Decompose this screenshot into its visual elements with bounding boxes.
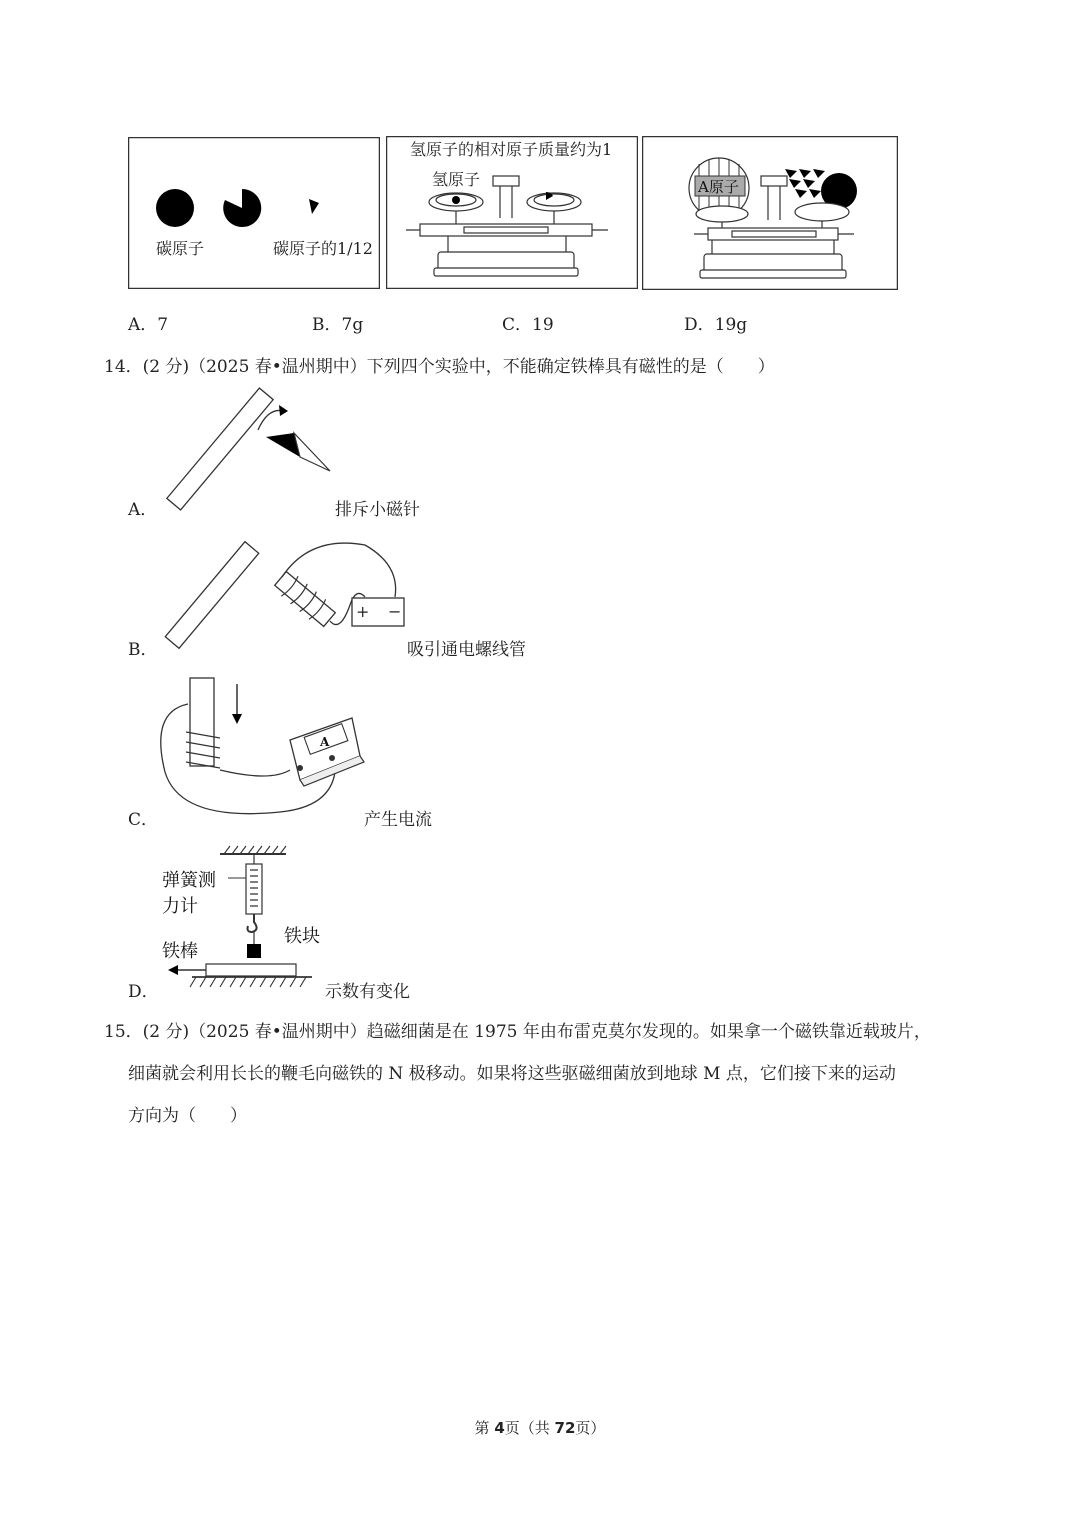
footer-mid: 页（共 [504,1419,555,1437]
hydrogen-atom-dot [452,196,460,204]
q14-option-c-caption: 产生电流 [364,810,432,830]
q13-panel-carbon [128,137,380,289]
q14-fig-c [160,672,370,822]
q13-option-a-text: 7 [157,315,169,335]
carbon-twelfth-label: 碳原子的1/12 [273,239,373,258]
q14-fig-d [160,840,322,995]
battery-plus: + [356,602,370,621]
q14-option-d-caption: 示数有变化 [325,982,410,1002]
solenoid [272,568,338,629]
q14-option-d-letter: D． [128,982,159,1002]
q13-option-b [312,310,363,335]
spring-scale-icon [246,854,262,944]
iron-rod-b [165,542,258,649]
q13-option-a-letter: A． [128,315,158,335]
footer-page-number: 4 [494,1419,505,1437]
q13-option-b-letter: B． [312,315,342,335]
q13-option-d [684,310,747,335]
ground-hatch [190,977,312,987]
q14-option-b-caption: 吸引通电螺线管 [407,640,526,660]
q14-option-b-letter: B． [128,640,158,660]
footer-total-pages: 72 [554,1419,576,1437]
ceiling-hatch [220,846,286,854]
q15-line-1: 15．(2 分)（2025 春•温州期中）趋磁细菌是在 1975 年由布雷克莫尔发现的。如果拿一个磁铁靠近载玻片， [104,1022,931,1042]
q13-option-a [128,310,168,335]
page-footer [0,1417,1080,1438]
carbon-atom-circle [156,189,194,227]
iron-block-label: 铁块 [284,926,320,947]
ammeter-letter: A [320,735,330,749]
a-atom-label: A原子 [698,178,739,196]
iron-rod [167,388,273,510]
ammeter-icon [290,718,364,786]
hydrogen-label: 氢原子 [432,170,481,189]
iron-rod-d [206,964,296,976]
q15-line-3: 方向为（ ） [128,1106,247,1126]
q14-fig-b [160,535,410,655]
q15-line-2: 细菌就会利用长长的鞭毛向磁铁的 N 极移动。如果将这些驱磁细菌放到地球 M 点，它们接下来的运动 [128,1064,896,1084]
q13-option-d-text: 19g [714,315,748,335]
footer-post: 页） [575,1419,606,1437]
iron-rod-label: 铁棒 [162,941,198,962]
q14-option-c-letter: C． [128,810,159,830]
footer-pre: 第 [474,1419,495,1437]
q13-panel-a-atom [642,136,898,290]
q13-option-b-text: 7g [341,315,364,335]
carbon-label: 碳原子 [156,239,205,258]
spring-scale-label-2: 力计 [162,896,198,917]
battery-icon [352,598,404,626]
spring-scale-label-1: 弹簧测 [162,870,216,891]
iron-block-icon [247,944,261,958]
q14-fig-a [160,385,340,513]
q13-option-c-letter: C． [502,315,533,335]
q13-option-d-letter: D． [684,315,715,335]
q13-option-c-text: 19 [532,315,554,335]
q14-option-a-caption: 排斥小磁针 [335,500,420,520]
battery-minus: − [388,602,402,621]
compass-needle-icon [266,433,330,471]
q14-option-a-letter: A． [128,500,158,520]
q14-stem: 14．(2 分)（2025 春•温州期中）下列四个实验中，不能确定铁棒具有磁性的是（ ） [104,357,775,377]
q13-option-c [502,310,554,335]
hydrogen-title: 氢原子的相对原子质量约为1 [410,140,613,159]
q13-panel-hydrogen [386,136,638,289]
